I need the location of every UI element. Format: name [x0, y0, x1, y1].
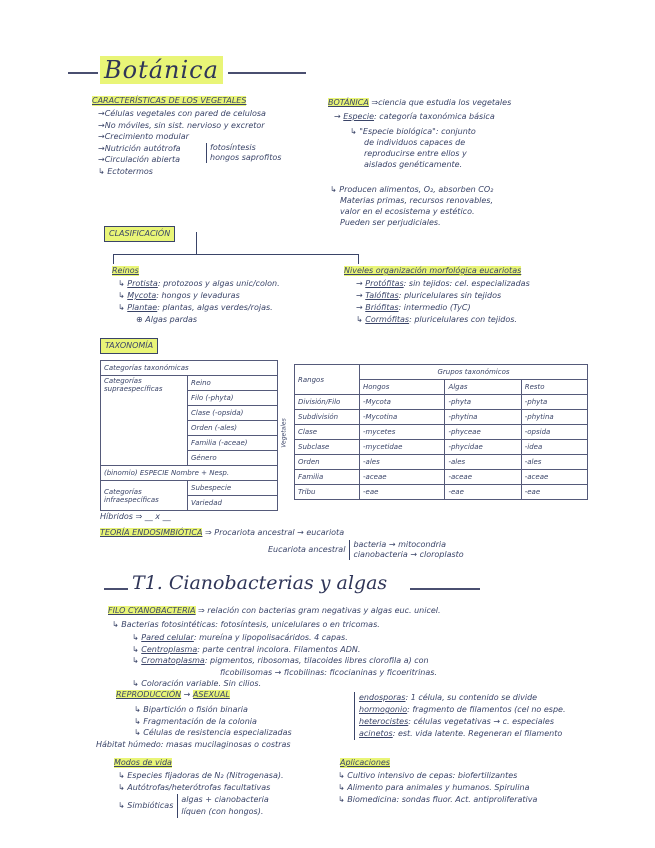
list-item: ↳ Coloración variable. Sin cilios.	[132, 679, 262, 688]
list-item: ↳ Pared celular: mureína y lipopolisacáridos. 4 capas.	[132, 633, 348, 642]
list-item: ↳ Ectotermos	[98, 166, 153, 176]
especie-biologica	[350, 126, 476, 170]
reproduccion-label: REPRODUCCIÓN	[116, 690, 182, 699]
botanica-definition	[328, 98, 511, 108]
brace-item: fotosíntesis	[210, 143, 256, 152]
list-item: ↳ Mycota: hongos y levaduras	[118, 291, 240, 300]
reproduccion-line: REPRODUCCIÓN → ASEXUAL	[116, 690, 230, 699]
asexual-label: ASEXUAL	[192, 690, 230, 699]
table-row: Clase -mycetes -phyceae -opsida	[295, 425, 588, 440]
list-item: → Protófitas: sin tejidos: cel. especializadas	[356, 279, 530, 288]
rangos-table	[294, 364, 588, 500]
list-item: ↳ Bipartición o fisión binaria	[134, 705, 248, 714]
list-item: endosporas: 1 célula, su contenido se divide	[359, 693, 538, 702]
text-line: Pueden ser perjudiciales.	[340, 218, 441, 227]
hibridos-note: Híbridos ⇒ __ x __	[100, 512, 171, 521]
page-title: Botánica	[100, 56, 223, 84]
repro-items	[134, 704, 292, 739]
tree-branch	[113, 254, 358, 255]
importancia-list	[330, 184, 493, 228]
brace-item: hongos saprofitos	[210, 153, 282, 162]
col-header: Algas	[445, 380, 521, 395]
text-line: de individuos capaces de	[364, 138, 466, 147]
list-item: → Briófitas: intermedio (TyC)	[356, 303, 471, 312]
tree-stem	[196, 232, 197, 254]
aplicaciones-list	[338, 770, 537, 806]
table-row: Subdivisión -Mycotina -phytina -phytina	[295, 410, 588, 425]
especie-row: (binomio) ESPECIE Nombre + Nesp.	[101, 466, 278, 481]
list-item: →Células vegetales con pared de celulosa	[98, 109, 266, 118]
text-line: reproducirse entre ellos y	[364, 149, 467, 158]
supra-cell: Reino	[188, 376, 278, 391]
col-header: Resto	[521, 380, 587, 395]
vegetales-side-label: Vegetales	[280, 418, 288, 448]
list-item: → Talófitas: pluricelulares sin tejidos	[356, 291, 502, 300]
infra-cell: Subespecie	[188, 481, 278, 496]
col-header: Hongos	[360, 380, 445, 395]
bacterias-line: ↳ Bacterias fotosintéticas: fotosíntesis, unicelulares o en tricomas.	[112, 620, 380, 629]
text-line: ↳ "Especie biológica": conjunto	[350, 127, 476, 136]
endosimbiotica-line2: Eucariota ancestral bacteria → mitocondria cianobacteria → cloroplasto	[268, 540, 464, 559]
reinos-list	[118, 278, 280, 326]
text-line: aislados genéticamente.	[364, 160, 463, 169]
title-underline-left	[68, 72, 98, 74]
list-item: ↳ Autótrofas/heterótrofas facultativas	[118, 783, 271, 792]
rangos-header: Rangos	[295, 365, 360, 395]
grupos-header: Grupos taxonómicos	[360, 365, 588, 380]
supra-label: Categorías supraespecíficas	[101, 376, 188, 466]
table-row: División/Filo -Mycota -phyta -phyta	[295, 395, 588, 410]
aplicaciones-label: Aplicaciones	[340, 758, 390, 767]
list-item: ↳ Biomedicina: sondas fluor. Act. antiproliferativa	[338, 795, 538, 804]
taxonomia-heading: TAXONOMÍA	[100, 338, 158, 354]
t1-underline-left	[104, 588, 128, 590]
list-item: ↳ Protista: protozoos y algas unic/colon.	[118, 279, 280, 288]
filo-label: FILO CYANOBACTERIA	[108, 606, 196, 615]
list-item: acinetos: est. vida latente. Regeneran el filamento	[359, 729, 563, 738]
supra-cell: Género	[188, 451, 278, 466]
table-row: Orden -ales -ales -ales	[295, 455, 588, 470]
cat-header: Categorías taxonómicas	[101, 361, 278, 376]
supra-cell: Orden (-ales)	[188, 421, 278, 436]
list-item: heterocistes: células vegetativas → c. especiales	[359, 717, 554, 726]
list-item: →Crecimiento modular	[98, 132, 189, 141]
endosimbiotica-label: TEORÍA ENDOSIMBIÓTICA	[100, 528, 203, 537]
t1-underline-right	[410, 588, 480, 590]
arrow-icon: →	[334, 112, 341, 121]
categorias-table	[100, 360, 278, 511]
list-item: ↳ Cultivo intensivo de cepas: biofertilizantes	[338, 771, 518, 780]
nutricion-brace	[206, 143, 281, 163]
notebook-page	[38, 28, 620, 826]
table-row: Familia -aceae -aceae -aceae	[295, 470, 588, 485]
list-item: ⊕ Algas pardas	[136, 315, 198, 324]
t1-title: T1. Cianobacterias y algas	[132, 572, 388, 594]
botanica-label: BOTÁNICA	[328, 98, 369, 107]
bact-items	[132, 632, 437, 690]
list-item: ↳ Células de resistencia especializadas	[134, 728, 292, 737]
endosimbiotica-line1: TEORÍA ENDOSIMBIÓTICA ⇒ Procariota ancestral → eucariota	[100, 528, 345, 537]
esporas-list	[354, 692, 566, 740]
habitat-line: Hábitat húmedo: masas mucilaginosas o costras	[96, 740, 291, 749]
tree-right	[358, 254, 359, 264]
list-item: →No móviles, sin sist. nervioso y excretor	[98, 120, 265, 130]
reinos-label: Reinos	[112, 266, 139, 275]
list-item: ↳ Plantae: plantas, algas verdes/rojas.	[118, 303, 273, 312]
clasificacion-heading: CLASIFICACIÓN	[104, 226, 175, 242]
supra-cell: Clase (-opsida)	[188, 406, 278, 421]
list-item: ↳ Cromatoplasma: pigmentos, ribosomas, tilacoides libres clorofila a) con	[132, 656, 429, 665]
filo-line: FILO CYANOBACTERIA ⇒ relación con bacterias gram negativas y algas euc. unicel.	[108, 606, 441, 615]
text-line: ↳ Producen alimentos, O₂, absorben CO₂	[330, 185, 494, 194]
text-line: valor en el ecosistema y estético.	[340, 207, 475, 216]
tree-left	[113, 254, 114, 264]
list-item: →Circulación abierta	[98, 155, 180, 164]
especie-label: Especie	[343, 112, 375, 121]
modos-label: Modos de vida	[114, 758, 172, 767]
infra-label: Categorías infraespecíficas	[101, 481, 188, 511]
botanica-text: ⇒ciencia que estudia los vegetales	[371, 98, 512, 107]
list-item: ↳ Simbióticas algas + cianobacteria líquen (con hongos).	[118, 795, 269, 816]
list-item: ↳ Especies fijadoras de N₂ (Nitrogenasa).	[118, 771, 284, 780]
modos-list	[118, 770, 284, 818]
list-item: ↳ Cormófitas: pluricelulares con tejidos.	[356, 315, 517, 324]
caracteristicas-heading: CARACTERÍSTICAS DE LOS VEGETALES	[92, 96, 247, 105]
text-line: Materias primas, recursos renovables,	[340, 196, 494, 205]
title-underline-right	[228, 72, 306, 74]
list-item: ↳ Fragmentación de la colonia	[134, 716, 257, 726]
list-item: ficobilisomas → ficobilinas: ficocianinas y ficoeritrinas.	[220, 667, 437, 677]
list-item: →Nutrición autótrofa	[98, 143, 181, 153]
list-item: hormogonio: fragmento de filamentos (cel no espe.	[359, 705, 566, 714]
list-item: ↳ Centroplasma: parte central incolora. Filamentos ADN.	[132, 644, 361, 654]
niveles-list	[356, 278, 530, 326]
especie-text: categoría taxonómica básica	[379, 112, 495, 121]
supra-cell: Filo (-phyta)	[188, 391, 278, 406]
supra-cell: Familia (-aceae)	[188, 436, 278, 451]
infra-cell: Variedad	[188, 496, 278, 511]
table-row: Tribu -eae -eae -eae	[295, 485, 588, 500]
niveles-label: Niveles organización morfológica eucariotas	[344, 266, 522, 275]
list-item: ↳ Alimento para animales y humanos. Spirulina	[338, 783, 530, 792]
especie-definition: → Especie: categoría taxonómica básica	[334, 112, 495, 121]
table-row: Subclase -mycetidae -phycidae -idea	[295, 440, 588, 455]
